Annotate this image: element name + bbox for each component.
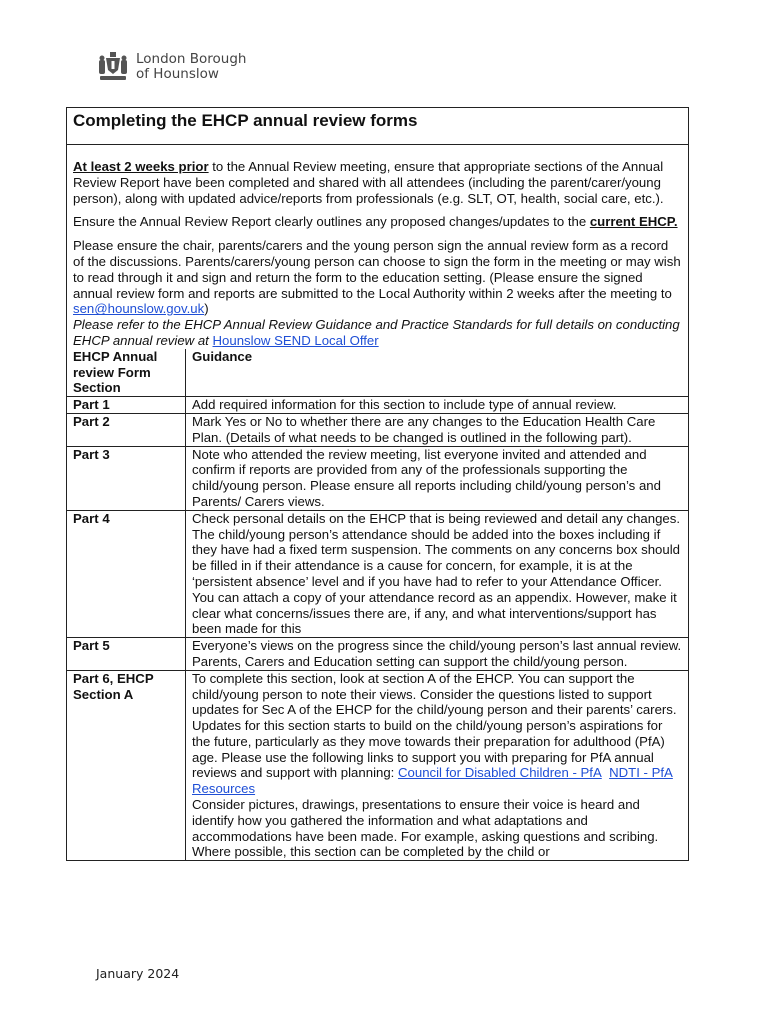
- footer-date: January 2024: [96, 966, 180, 981]
- guidance-text-continued: Consider pictures, drawings, presentations to ensure their voice is heard and identify how you gathered the information and what adaptations and accommodations have been made. For example, asking questions and scribing. Where possible, this section can be completed by the child or: [192, 797, 659, 860]
- intro-p3-text: Please ensure the chair, parents/carers and the young person sign the annual review form as a record of the discussions. Parents/carers/young person can choose to sign the form in the meeting or may wish to read through it and sign and return the form to the education setting. (Please ensure the signed annual review form and reports are submitted to the Local Authority within 2 weeks after the meeting to: [73, 238, 681, 301]
- logo-line-1: London Borough: [136, 51, 247, 67]
- send-local-offer-link[interactable]: Hounslow SEND Local Offer: [212, 332, 379, 348]
- cdc-pfa-link[interactable]: Council for Disabled Children - PfA: [398, 765, 602, 781]
- intro-paragraph-1: [73, 159, 682, 206]
- part-cell: Part 4: [67, 511, 186, 637]
- page-title: Completing the EHCP annual review forms: [73, 111, 418, 130]
- guidance-cell: [186, 511, 688, 637]
- guidance-text: Check personal details on the EHCP that is being reviewed and detail any changes.: [192, 510, 680, 526]
- table-row: [67, 413, 688, 446]
- guidance-cell: Mark Yes or No to whether there are any changes to the Education Health Care Plan. (Details of what needs to be changed is outlined in the following part).: [192, 413, 656, 445]
- part-cell: Part 2: [67, 414, 186, 446]
- intro-current-ehcp: current EHCP.: [589, 214, 678, 230]
- table-row: [67, 637, 688, 670]
- table-row: [67, 446, 688, 510]
- guidance-cell: Add required information for this section to include type of annual review.: [192, 397, 617, 413]
- guidance-table: [67, 349, 688, 861]
- intro-section: [67, 145, 688, 349]
- table-row: [67, 510, 688, 637]
- guidance-cell: [186, 671, 688, 861]
- part-cell: Part 3: [67, 447, 186, 510]
- document-table: [66, 107, 689, 861]
- intro-deadline-emphasis: At least 2 weeks prior: [73, 159, 209, 174]
- intro-paragraph-3: [73, 238, 682, 317]
- intro-p1-text: to the Annual Review meeting, ensure that appropriate sections of the Annual Review Report have been completed and shared with all attendees (including the parent/carer/young person), along with updated advice/reports from professionals (e.g. SLT, OT, health, social care, etc.).: [73, 159, 664, 206]
- intro-paragraph-4: [73, 317, 682, 349]
- part-cell: Part 1: [67, 397, 186, 413]
- council-logo: [96, 50, 247, 84]
- guidance-text-body: To complete this section, look at section A of the EHCP. You can support the child/young person to note their views. Consider the questions listed to support updates for Sec A of the EHCP for the child/young person and their parents’ carers. Updates for this section starts to build on the child/young person’s aspirations for the future, particularly as they move towards their preparation for adulthood (PfA) age. Please use the following links to support you with preparing for PfA annual reviews and support with planning:: [192, 670, 677, 781]
- table-row: [67, 670, 688, 861]
- part-cell: Part 6, EHCP Section A: [67, 671, 186, 861]
- guidance-text: [192, 671, 682, 797]
- guidance-text-continued: The child/young person’s attendance should be added into the boxes including if they have had a fixed term suspension. The comments on any concerns box should be filled in if their attendance is a cause for concern, for example, it is at the ‘persistent absence’ level and if you have had to refer to your Attendance Officer. You can attach a copy of your attendance record as an appendix. However, make it clear what concerns/issues there are, if any, and what interventions/support has been made for this: [192, 526, 680, 637]
- header-guidance-cell: Guidance: [192, 348, 253, 364]
- logo-line-2: of Hounslow: [136, 66, 219, 82]
- intro-paragraph-2: [73, 214, 682, 230]
- intro-p4-text: Please refer to the EHCP Annual Review Guidance and Practice Standards for full details on conducting EHCP annual review at: [73, 317, 680, 348]
- title-row: [67, 108, 688, 145]
- table-header-row: [67, 349, 688, 396]
- guidance-cell: Everyone’s views on the progress since the child/young person’s last annual review. Parents, Carers and Education setting can support the child/young person.: [192, 638, 682, 669]
- intro-p3-end: ): [204, 301, 209, 317]
- table-row: [67, 396, 688, 413]
- ndti-pfa-link[interactable]: NDTI - PfA Resources: [192, 765, 673, 797]
- intro-p2-text: Ensure the Annual Review Report clearly outlines any proposed changes/updates to the: [73, 214, 590, 230]
- header-section-cell: EHCP Annual review Form Section: [67, 349, 186, 396]
- sen-email-link[interactable]: sen@hounslow.gov.uk: [73, 301, 205, 317]
- part-cell: Part 5: [67, 638, 186, 670]
- guidance-cell: Note who attended the review meeting, list everyone invited and attended and confirm if reports are provided from any of the professionals supporting the child/young person. Please ensure all reports including child/young person’s and Parents/ Carers views.: [192, 446, 661, 509]
- coat-of-arms-icon: [96, 50, 130, 84]
